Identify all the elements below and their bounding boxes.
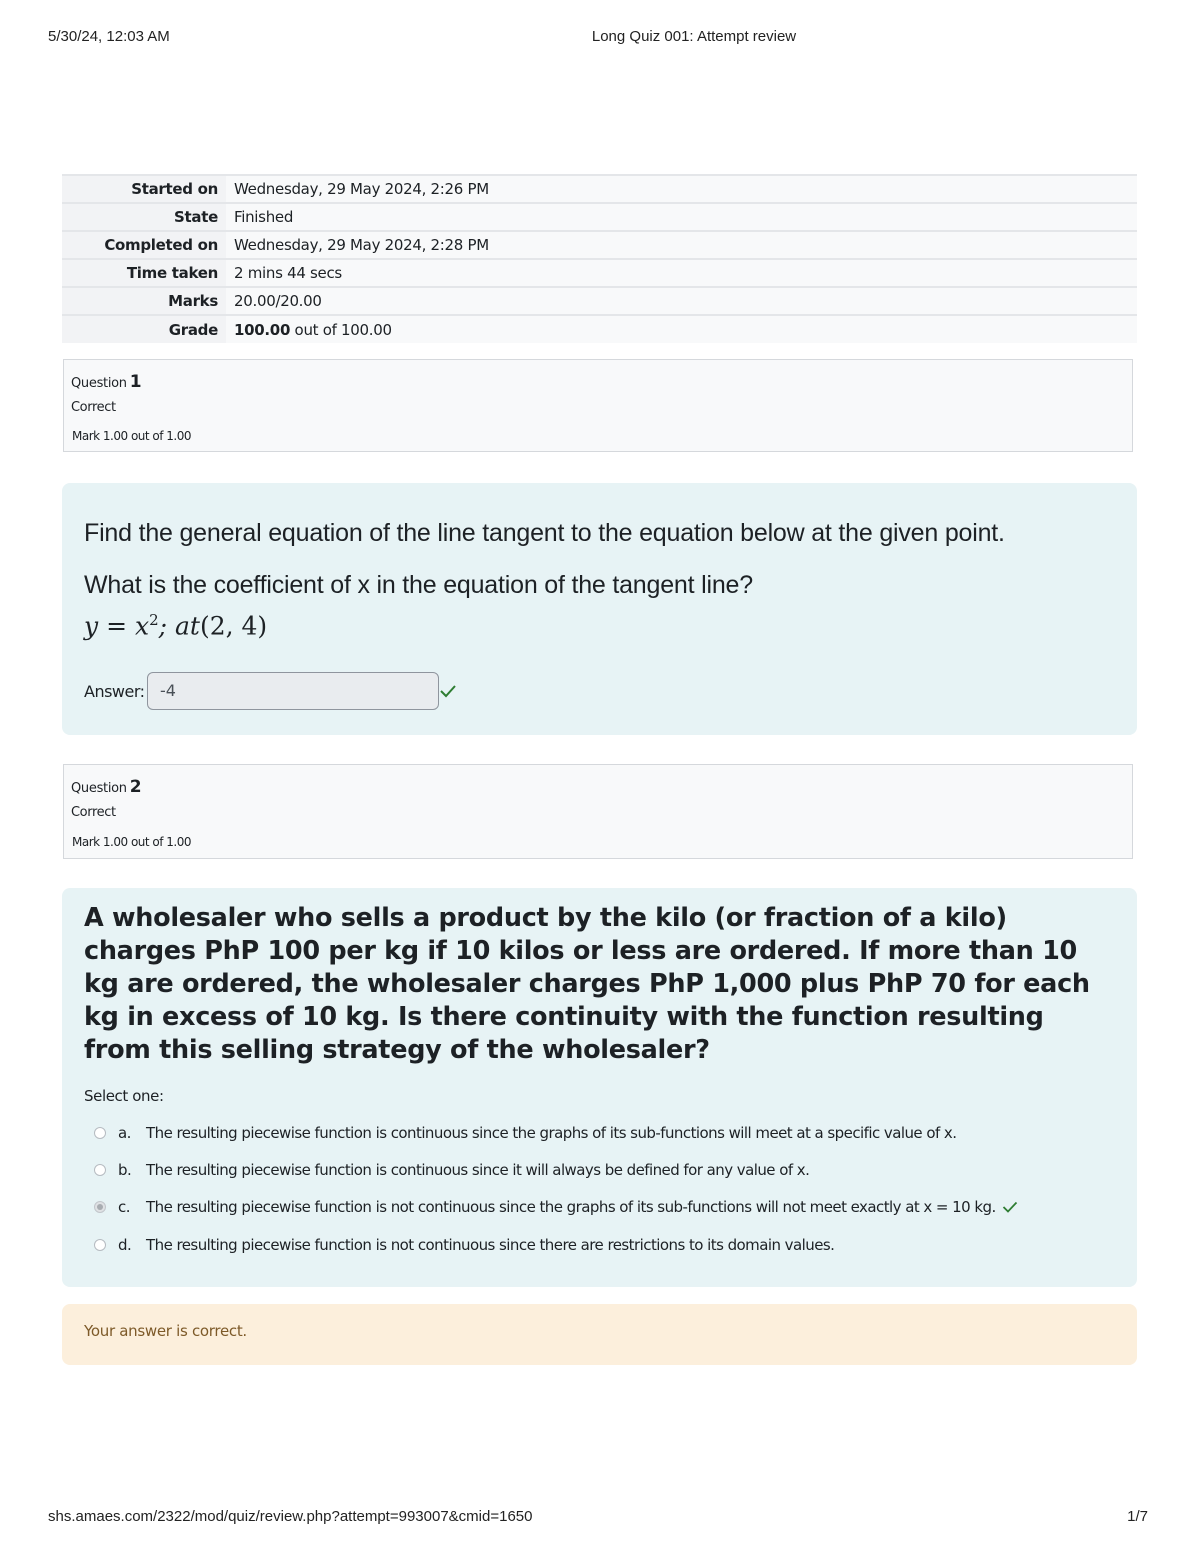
option-text: The resulting piecewise function is continuous since the graphs of its sub-functions will meet at a specific value of x. [146,1124,957,1142]
radio-button-selected[interactable] [94,1201,106,1213]
summary-row [62,175,1137,203]
summary-row [62,315,1137,343]
grade-out-of: out of 100.00 [290,320,392,339]
correct-check-icon [1002,1200,1018,1214]
equation-lhs: y = x [84,611,150,641]
option-letter: b. [118,1161,132,1179]
equation-point: (2, 4) [199,611,268,641]
answer-label: Answer: [84,682,145,701]
summary-value: Wednesday, 29 May 2024, 2:26 PM [226,175,1137,203]
print-title: Long Quiz 001: Attempt review [591,28,797,45]
summary-label: Started on [62,175,226,203]
question-number [71,777,141,797]
summary-label: State [62,203,226,231]
option-letter: a. [118,1124,131,1142]
summary-label: Time taken [62,259,226,287]
print-url: shs.amaes.com/2322/mod/quiz/review.php?attempt=993007&cmid=1650 [48,1508,533,1525]
summary-value: 20.00/20.00 [226,287,1137,315]
question-number-value: 2 [129,777,142,797]
summary-row [62,287,1137,315]
summary-value [226,315,1137,343]
option-letter: c. [118,1198,130,1216]
grade-value: 100.00 [234,320,291,339]
correct-check-icon [439,683,457,699]
radio-button[interactable] [94,1127,106,1139]
summary-value: 2 mins 44 secs [226,259,1137,287]
summary-label: Grade [62,315,226,343]
question-2-info [63,764,1133,859]
question-1-equation [84,611,267,640]
summary-row [62,203,1137,231]
radio-button[interactable] [94,1239,106,1251]
option-text-value: The resulting piecewise function is not continuous since the graphs of its sub-functions will not meet exactly at x = 10 kg. [146,1198,996,1216]
feedback-text: Your answer is correct. [84,1322,247,1340]
question-1-formulation [62,483,1137,735]
summary-value: Finished [226,203,1137,231]
question-number-value: 1 [129,372,142,392]
option-letter: d. [118,1236,132,1254]
question-1-text-line2: What is the coefficient of x in the equation of the tangent line? [84,571,753,599]
print-header [0,28,1200,48]
option-text: The resulting piecewise function is continuous since it will always be defined for any value of x. [146,1161,810,1179]
option-text [146,1198,1018,1216]
question-number [71,372,141,392]
question-2-formulation [62,888,1137,1287]
equation-at: ; at [158,611,200,641]
answer-input[interactable]: -4 [147,672,439,710]
question-2-text: A wholesaler who sells a product by the kilo (or fraction of a kilo) charges PhP 100 per kg if 10 kilos or less are ordered. If more than 10 kg are ordered, the wholesaler charges PhP 1,000 plus PhP 70 for each kg in excess of 10 kg. Is there continuity with the function resulting from this selling strategy of the wholesaler? [84,903,1090,1065]
select-one-label: Select one: [84,1087,164,1105]
summary-value: Wednesday, 29 May 2024, 2:28 PM [226,231,1137,259]
question-1-info [63,359,1133,452]
summary-label: Marks [62,287,226,315]
print-page-number: 1/7 [1127,1508,1148,1525]
radio-button[interactable] [94,1164,106,1176]
option-text: The resulting piecewise function is not continuous since there are restrictions to its domain values. [146,1236,835,1254]
equation-exponent: 2 [149,611,159,629]
question-state: Correct [71,400,116,415]
print-datetime: 5/30/24, 12:03 AM [48,28,170,45]
answer-feedback [62,1304,1137,1365]
question-label: Question [71,376,127,391]
question-grade: Mark 1.00 out of 1.00 [72,835,192,849]
question-state: Correct [71,805,116,820]
question-grade: Mark 1.00 out of 1.00 [72,429,192,443]
summary-row [62,259,1137,287]
summary-row [62,231,1137,259]
question-label: Question [71,781,127,796]
summary-label: Completed on [62,231,226,259]
attempt-summary-table [62,174,1137,343]
question-1-text-line1: Find the general equation of the line tangent to the equation below at the given point. [84,519,1005,547]
